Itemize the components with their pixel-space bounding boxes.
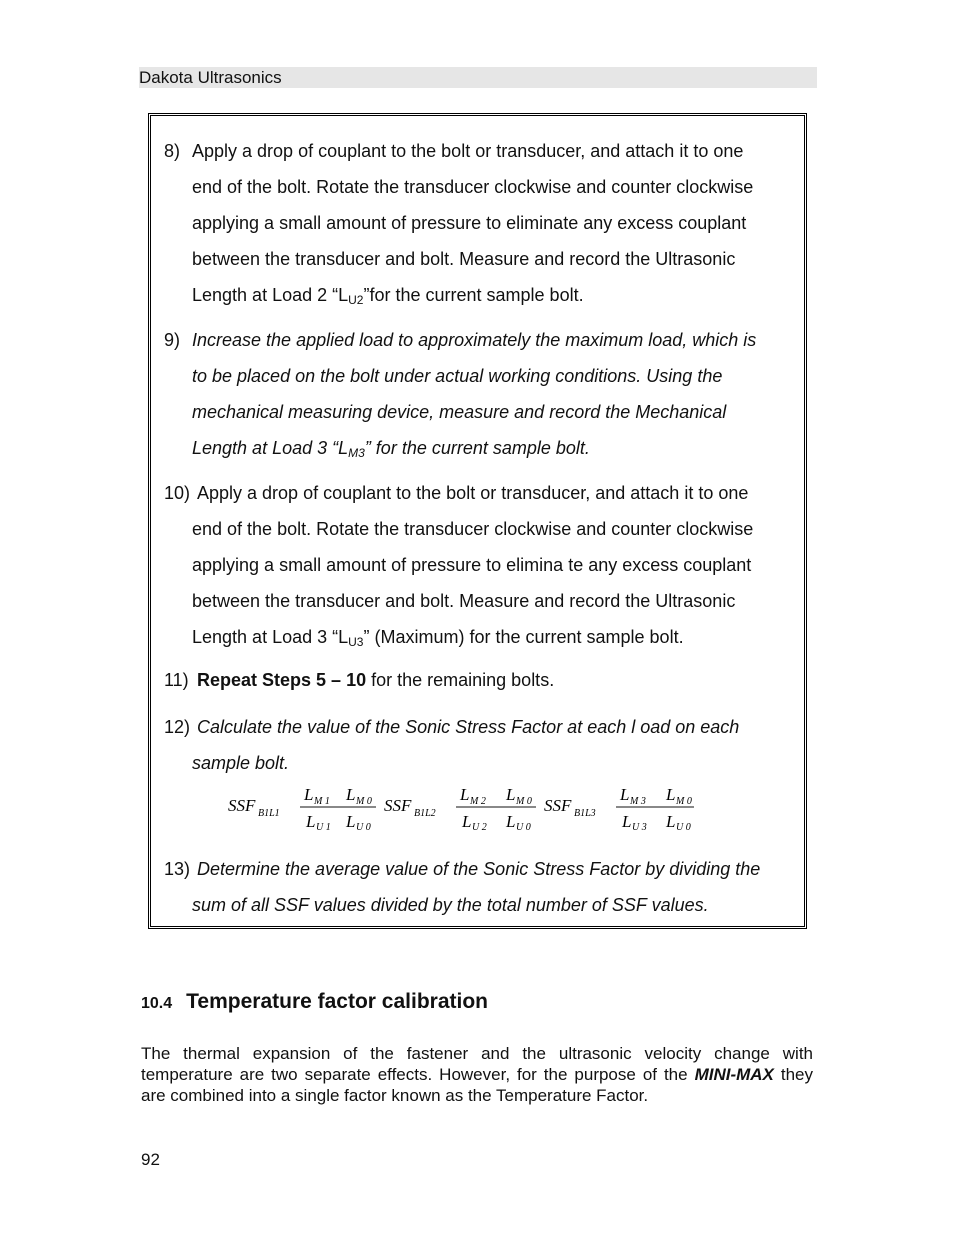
step-12 (164, 709, 789, 781)
step-text: ”for the current sample bolt. (363, 285, 584, 305)
step-text: ” for the current sample bolt. (364, 438, 590, 458)
denominator-term: L (622, 812, 632, 831)
step-text: Length at Load 3 “L (192, 627, 349, 647)
step-11 (164, 662, 789, 698)
formula-term-3 (544, 785, 694, 833)
step-line (192, 619, 789, 660)
step-text: Length at Load 3 “L (192, 438, 349, 458)
step-line: to be placed on the bolt under actual working conditions. Using the (192, 366, 723, 386)
numerator-subscript: M 0 (356, 796, 372, 807)
numerator-subscript: M 0 (676, 796, 692, 807)
step-line: between the transducer and bolt. Measure and record the Ultrasonic (192, 591, 736, 611)
step-line: end of the bolt. Rotate the transducer clockwise and counter clockwise (192, 519, 754, 539)
denominator-term: L (666, 812, 676, 831)
step-line: sample bolt. (192, 753, 290, 773)
denominator-term: L (306, 812, 316, 831)
ssf-subscript: B1L2 (414, 808, 436, 819)
step-text: for the remaining bolts. (366, 670, 555, 690)
numerator-subscript: M 1 (314, 796, 330, 807)
paragraph-text: they are combined into a single factor known as the Temperature Factor. (141, 1065, 813, 1105)
step-line: Calculate the value of the Sonic Stress Factor at each l oad on each (197, 717, 740, 737)
step-number: 11) (164, 670, 189, 690)
formula-graphic (228, 782, 708, 838)
page-header (139, 67, 817, 88)
ssf-label: SSF (544, 796, 572, 815)
ssf-formula (228, 782, 708, 838)
denominator-subscript: U 2 (472, 822, 487, 833)
step-number: 10) (164, 483, 191, 503)
section-number: 10.4 (141, 995, 173, 1012)
step-line: Determine the average value of the Sonic Stress Factor by dividing the (197, 859, 761, 879)
numerator-subscript: M 3 (630, 796, 646, 807)
section-title: Temperature factor calibration (186, 990, 488, 1013)
product-name: MINI-MAX (694, 1065, 774, 1084)
step-line: applying a small amount of pressure to elimina te any excess couplant (192, 555, 752, 575)
subscript: U2 (348, 293, 364, 307)
numerator-subscript: M 0 (516, 796, 532, 807)
denominator-subscript: U 1 (316, 822, 331, 833)
step-line: Increase the applied load to approximately the maximum load, which is (192, 330, 757, 350)
step-10 (164, 475, 789, 660)
page-number: 92 (141, 1150, 160, 1169)
ssf-label: SSF (384, 796, 412, 815)
step-13 (164, 851, 789, 923)
step-8 (164, 133, 789, 318)
denominator-subscript: U 3 (632, 822, 647, 833)
step-text: Length at Load 2 “L (192, 285, 349, 305)
denominator-term: L (346, 812, 356, 831)
step-line: end of the bolt. Rotate the transducer clockwise and counter clockwise (192, 177, 754, 197)
step-line: Apply a drop of couplant to the bolt or transducer, and attach it to one (197, 483, 749, 503)
numerator-term: L (620, 785, 630, 804)
ssf-label: SSF (228, 796, 256, 815)
step-number: 12) (164, 717, 191, 737)
denominator-subscript: U 0 (516, 822, 531, 833)
numerator-term: L (346, 785, 356, 804)
step-line: between the transducer and bolt. Measure and record the Ultrasonic (192, 249, 736, 269)
step-text: ” (Maximum) for the current sample bolt. (363, 627, 684, 647)
step-number: 13) (164, 859, 191, 879)
body-paragraph (141, 1043, 813, 1106)
section-heading (141, 990, 488, 1014)
numerator-term: L (506, 785, 516, 804)
numerator-term: L (304, 785, 314, 804)
step-bold-text: Repeat Steps 5 – 10 (197, 670, 367, 690)
denominator-term: L (462, 812, 472, 831)
step-line: applying a small amount of pressure to eliminate any excess couplant (192, 213, 747, 233)
step-line (192, 430, 789, 471)
numerator-subscript: M 2 (470, 796, 486, 807)
paragraph-text: The thermal expansion of the fastener and the ultrasonic velocity change with temperature are two separate effects. However, for the purpose of the (141, 1044, 813, 1084)
step-number: 9) (164, 330, 181, 350)
denominator-term: L (506, 812, 516, 831)
ssf-subscript: B1L3 (574, 808, 596, 819)
numerator-term: L (666, 785, 676, 804)
step-number: 8) (164, 141, 181, 161)
step-line (192, 277, 789, 318)
denominator-subscript: U 0 (356, 822, 371, 833)
step-line: Apply a drop of couplant to the bolt or transducer, and attach it to one (192, 141, 744, 161)
step-line: mechanical measuring device, measure and record the Mechanical (192, 402, 727, 422)
formula-term-1 (228, 785, 376, 833)
step-line: sum of all SSF values divided by the total number of SSF values. (192, 895, 709, 915)
denominator-subscript: U 0 (676, 822, 691, 833)
subscript: U3 (348, 635, 364, 649)
step-9 (164, 322, 789, 471)
subscript: M3 (348, 446, 365, 460)
numerator-term: L (460, 785, 470, 804)
ssf-subscript: B1L1 (258, 808, 280, 819)
header-title: Dakota Ultrasonics (139, 68, 282, 87)
formula-term-2 (384, 785, 536, 833)
